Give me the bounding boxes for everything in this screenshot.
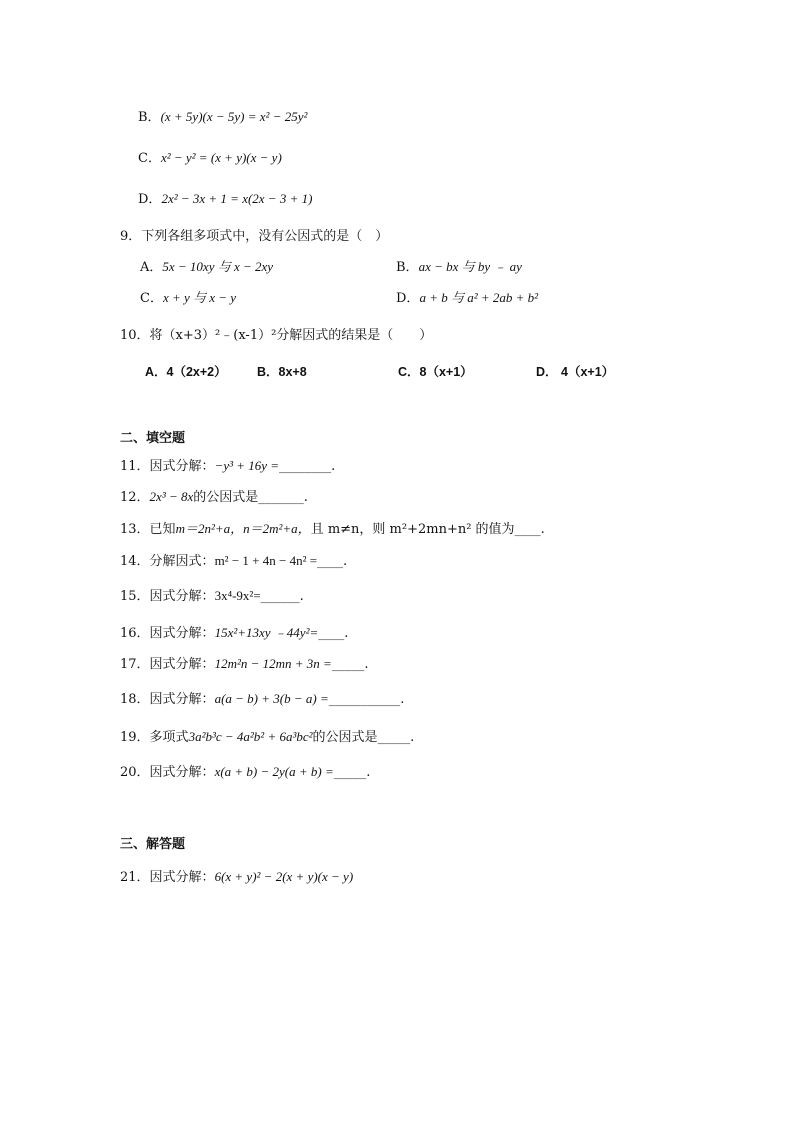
question-21 xyxy=(120,868,353,887)
question-expression: 3a²b³c − 4a²b² + 6a³bc² xyxy=(188,729,313,744)
question-end: . xyxy=(364,657,369,672)
question-text: 因式分解： xyxy=(149,626,215,641)
answer-blank: ____ xyxy=(317,554,344,569)
option-expression: (x + 5y)(x − 5y) = x² − 25y² xyxy=(160,109,308,124)
question-end: . xyxy=(344,626,349,641)
q8-option-c xyxy=(138,149,282,168)
q10-option-c: C．8（x+1） xyxy=(398,365,473,379)
option-expression: a + b 与 a² + 2ab + b² xyxy=(419,290,539,305)
question-number: 18． xyxy=(120,692,150,707)
option-label: C． xyxy=(140,291,163,306)
question-number: 11． xyxy=(120,459,150,474)
q10-option-b: B．8x+8 xyxy=(257,365,307,379)
question-13 xyxy=(120,520,545,539)
question-text: 多项式 xyxy=(149,730,189,745)
question-expression: 3x⁴-9x²= xyxy=(214,588,261,603)
question-text: 因式分解： xyxy=(149,589,215,604)
question-text: 已知 xyxy=(149,522,176,537)
option-expression: ax − bx 与 by ﹣ ay xyxy=(418,259,522,274)
option-expression: 5x − 10xy 与 x − 2xy xyxy=(162,259,274,274)
question-number: 20． xyxy=(120,765,150,780)
option-label: D． xyxy=(138,192,162,207)
question-expression: m² − 1 + 4n − 4n² = xyxy=(214,553,318,568)
question-end: . xyxy=(303,490,308,505)
question-text: 因式分解： xyxy=(149,765,215,780)
question-end: . xyxy=(299,589,304,604)
answer-blank: _______ xyxy=(258,490,304,505)
question-expression: m＝2n²+a，n＝2m²+a， xyxy=(175,521,311,536)
question-text: 因式分解： xyxy=(149,692,215,707)
answer-blank: _____ xyxy=(331,657,365,672)
question-number: 16． xyxy=(120,626,150,641)
option-label: D． xyxy=(396,291,420,306)
question-number: 12． xyxy=(120,490,150,505)
section-title-solution: 三、解答题 xyxy=(120,837,186,852)
question-17 xyxy=(120,655,368,674)
answer-blank: ________ xyxy=(279,459,332,474)
question-number: 17． xyxy=(120,657,150,672)
question-14 xyxy=(120,552,347,571)
question-expression: x(a + b) − 2y(a + b) = xyxy=(214,764,334,779)
answer-blank: ____ xyxy=(318,626,345,641)
answer-blank: ____ xyxy=(514,522,541,537)
option-expression: x² − y² = (x + y)(x − y) xyxy=(160,150,282,165)
option-expression: 2x² − 3x + 1 = x(2x − 3 + 1) xyxy=(161,191,313,206)
question-expression: 12m²n − 12mn + 3n = xyxy=(214,656,332,671)
question-number: 13． xyxy=(120,522,150,537)
option-label: B． xyxy=(396,260,419,275)
question-text: 因式分解： xyxy=(149,870,215,885)
question-text: 分解因式： xyxy=(149,554,215,569)
option-label: C． xyxy=(138,151,161,166)
q8-option-b xyxy=(138,108,307,127)
question-expression: a(a − b) + 3(b − a) = xyxy=(214,691,329,706)
question-18 xyxy=(120,690,404,709)
question-number: 15． xyxy=(120,589,150,604)
question-end: . xyxy=(366,765,371,780)
option-expression: x + y 与 x − y xyxy=(162,290,237,305)
question-expression: 2x³ − 8x xyxy=(149,489,194,504)
q8-option-d xyxy=(138,190,312,209)
q10-option-a: A．4（2x+2） xyxy=(145,365,227,379)
question-number: 21． xyxy=(120,870,150,885)
question-text: 的公因式是 xyxy=(193,490,259,505)
question-15 xyxy=(120,587,304,606)
question-end: . xyxy=(343,554,348,569)
q9-option-c xyxy=(140,289,236,308)
answer-blank: ______ xyxy=(260,589,300,604)
q9-stem: 9．下列各组多项式中，没有公因式的是（ ） xyxy=(120,229,389,244)
question-expression: 15x²+13xy ﹣44y²= xyxy=(214,625,319,640)
question-end: . xyxy=(410,730,415,745)
q9-option-a xyxy=(140,258,273,277)
question-end: . xyxy=(400,692,405,707)
question-text: 因式分解： xyxy=(149,657,215,672)
option-label: A． xyxy=(140,260,163,275)
q9-option-b xyxy=(396,258,522,277)
question-19 xyxy=(120,728,414,747)
question-12 xyxy=(120,488,308,507)
question-11 xyxy=(120,457,335,476)
q10-option-d: D． 4（x+1） xyxy=(536,365,615,379)
option-label: B． xyxy=(138,110,161,125)
question-end: . xyxy=(540,522,545,537)
answer-blank: _____ xyxy=(333,765,367,780)
q9-option-d xyxy=(396,289,538,308)
section-title-fill-in: 二、填空题 xyxy=(120,431,186,446)
question-text: 因式分解： xyxy=(149,459,215,474)
question-20 xyxy=(120,763,370,782)
question-text: 的公因式是 xyxy=(312,730,378,745)
question-end: . xyxy=(331,459,336,474)
question-number: 19． xyxy=(120,730,150,745)
question-16 xyxy=(120,624,348,643)
answer-blank: _____ xyxy=(377,730,411,745)
question-expression: 6(x + y)² − 2(x + y)(x − y) xyxy=(214,869,354,884)
question-expression: −y³ + 16y = xyxy=(214,458,280,473)
question-text: 且 m≠n，则 m²+2mn+n² 的值为 xyxy=(310,522,515,537)
answer-blank: ___________ xyxy=(328,692,401,707)
question-number: 14． xyxy=(120,554,150,569)
q10-stem: 10．将（x+3）²﹣(x-1）²分解因式的结果是（ ） xyxy=(120,328,433,343)
